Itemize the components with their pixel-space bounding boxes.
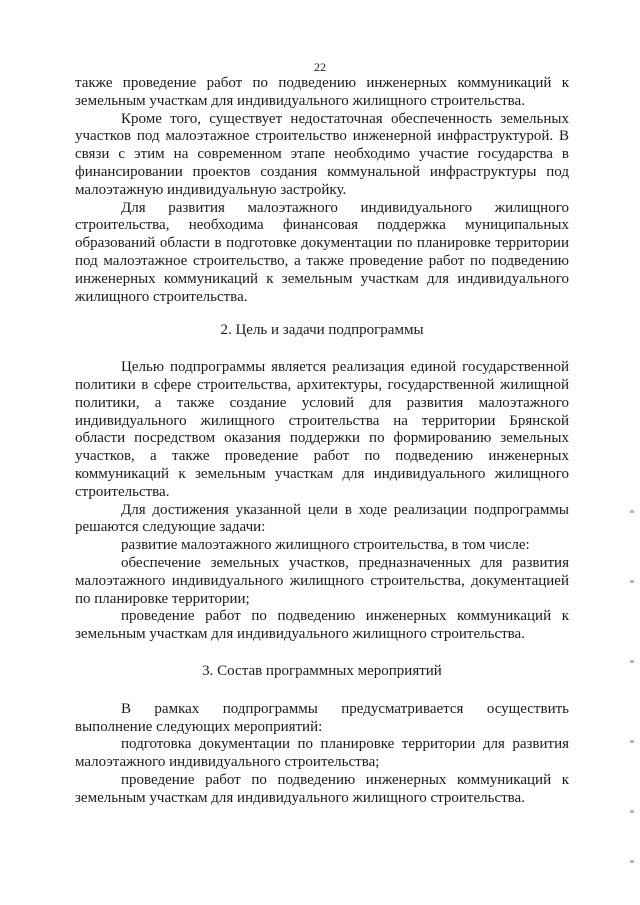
page-number: 22	[314, 60, 326, 74]
document-body	[75, 75, 569, 807]
paragraph: Для развития малоэтажного индивидуального жилищного строительства, необходима финансовая поддержка муниципальных образований области в подготовке документации по планировке территории под малоэтажное строительство, а также проведение работ по подведению инженерных коммуникаций к земельным участкам для индивидуального жилищного строительства.	[75, 199, 569, 305]
section-heading: 3. Состав программных мероприятий	[202, 662, 442, 679]
paragraph: также проведение работ по подведению инженерных коммуникаций к земельным участкам для индивидуального жилищного строительства.	[75, 75, 569, 109]
scan-edge-marks	[628, 510, 634, 870]
paragraph: В рамках подпрограммы предусматривается осуществить выполнение следующих мероприятий:	[75, 700, 569, 735]
paragraph: Кроме того, существует недостаточная обеспеченность земельных участков под малоэтажное строительство инженерной инфраструктурой. В связи с этим на современном этапе необходимо участие государства в финансировании проектов создания коммунальной инфраструктуры под малоэтажную индивидуальную застройку.	[75, 110, 569, 198]
list-item: подготовка документации по планировке территории для развития малоэтажного индивидуального строительства;	[75, 736, 569, 771]
list-item: проведение работ по подведению инженерных коммуникаций к земельным участкам для индивидуального жилищного строительства.	[75, 608, 569, 643]
list-item: развитие малоэтажного жилищного строительства, в том числе:	[121, 537, 530, 554]
section-heading: 2. Цель и задачи подпрограммы	[220, 322, 424, 339]
list-item: проведение работ по подведению инженерных коммуникаций к земельным участкам для индивидуального жилищного строительства.	[75, 771, 569, 806]
paragraph: Для достижения указанной цели в ходе реализации подпрограммы решаются следующие задачи:	[75, 501, 569, 536]
list-item: обеспечение земельных участков, предназначенных для развития малоэтажного индивидуального жилищного строительства, документацией по планировке территории;	[75, 554, 569, 607]
paragraph: Целью подпрограммы является реализация единой государственной политики в сфере строительства, архитектуры, государственной жилищной политики, а также создание условий для развития малоэтажного индивидуального жилищного строительства на территории Брянской области посредством оказания поддержки по формированию земельных участков, а также проведение работ по подведению инженерных коммуникаций к земельным участкам для индивидуального жилищного строительства.	[75, 359, 569, 500]
